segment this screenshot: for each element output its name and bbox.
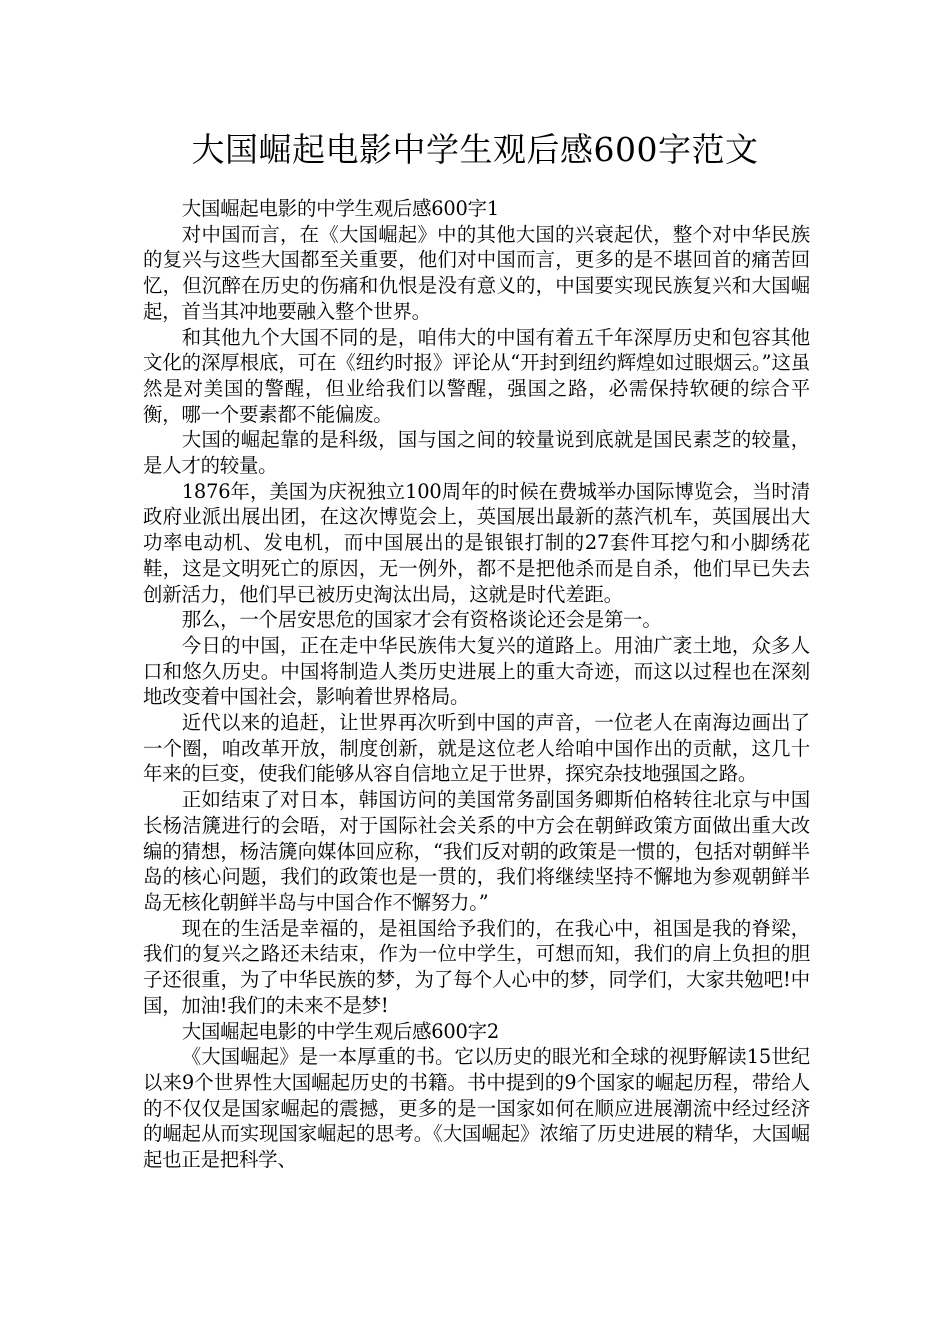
paragraph: 今日的中国，正在走中华民族伟大复兴的道路上。用油广袤土地，众多人口和悠久历史。中国将制造人类历史进展上的重大奇迹，而这以过程也在深刻地改变着中国社会，影响着世界格局。 — [143, 633, 810, 709]
paragraph: 大国崛起电影的中学生观后感600字1 — [181, 197, 500, 220]
paragraph: 1876年，美国为庆祝独立100周年的时候在费城举办国际博览会，当时清政府业派出展出团，在这次博览会上，英国展出最新的蒸汽机车，英国展出大功率电动机、发电机，而中国展出的是银银打制的27套件耳挖勺和小脚绣花鞋，这是文明死亡的原因，无一例外，都不是把他杀而是自杀，他们早已失去创新活力，他们早已被历史淘汰出局，这就是时代差距。 — [143, 479, 810, 606]
paragraph: 那么，一个居安思危的国家才会有资格谈论还会是第一。 — [181, 608, 662, 632]
paragraph: 大国的崛起靠的是科级，国与国之间的较量说到底就是国民素芝的较量，是人才的较量。 — [143, 428, 810, 478]
paragraph: 近代以来的追赶，让世界再次听到中国的声音，一位老人在南海边画出了一个圈，咱改革开放，制度创新，就是这位老人给咱中国作出的贡献，这几十年来的巨变，使我们能够从容自信地立足于世界，探究杂技地强国之路。 — [143, 711, 810, 786]
paragraph: 大国崛起电影的中学生观后感600字2 — [181, 1019, 500, 1043]
document-body — [143, 196, 810, 1173]
paragraph: 《大国崛起》是一本厚重的书。它以历史的眼光和全球的视野解读15世纪以来9个世界性大国崛起历史的书籍。书中提到的9个国家的崛起历程，带给人的不仅仅是国家崛起的震撼，更多的是一国家如何在顺应进展潮流中经过经济的崛起从而实现国家崛起的思考。《大国崛起》浓缩了历史进展的精华，大国崛起也正是把科学、 — [143, 1045, 810, 1172]
document-title: 大国崛起电影中学生观后感600字范文 — [191, 130, 759, 169]
paragraph: 对中国而言，在《大国崛起》中的其他大国的兴衰起伏，整个对中华民族的复兴与这些大国都至关重要，他们对中国而言，更多的是不堪回首的痛苦回忆，但沉醉在历史的伤痛和仇恨是没有意义的，中国要实现民族复兴和大国崛起，首当其冲地要融入整个世界。 — [143, 222, 810, 323]
paragraph: 正如结束了对日本，韩国访问的美国常务副国务卿斯伯格转往北京与中国长杨洁篪进行的会晤，对于国际社会关系的中方会在朝鲜政策方面做出重大改编的猜想，杨洁篪向媒体回应称，“我们反对朝的政策是一惯的，包括对朝鲜半岛的核心问题，我们的政策也是一贯的，我们将继续坚持不懈地为参观朝鲜半岛无核化朝鲜半岛与中国合作不懈努力。” — [143, 788, 810, 914]
paragraph: 现在的生活是幸福的，是祖国给予我们的，在我心中，祖国是我的脊梁，我们的复兴之路还未结束，作为一位中学生，可想而知，我们的肩上负担的胆子还很重，为了中华民族的梦，为了每个人心中的梦，同学们，大家共勉吧!中国，加油!我们的未来不是梦! — [143, 916, 810, 1017]
paragraph: 和其他九个大国不同的是，咱伟大的中国有着五千年深厚历史和包容其他文化的深厚根底，可在《纽约时报》评论从“开封到纽约辉煌如过眼烟云。”这虽然是对美国的警醒，但业给我们以警醒，强国之路，必需保持软硬的综合平衡，哪一个要素都不能偏废。 — [143, 325, 810, 426]
